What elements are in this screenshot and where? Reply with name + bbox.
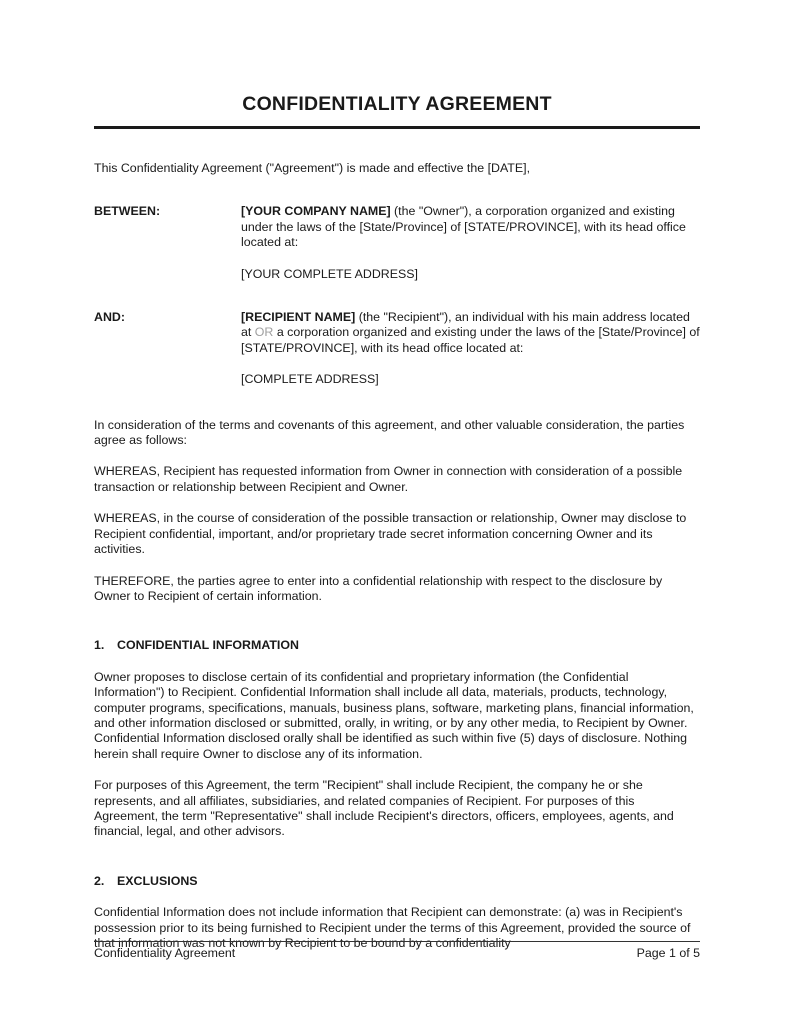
whereas-paragraph-2: WHEREAS, in the course of consideration of the possible transaction or relationship, Owner may disclose to Recipient confidential, important, and/or proprietary trade secret information concerning Owner and its activities. — [94, 511, 687, 557]
party-between — [94, 204, 700, 282]
footer-page-number: Page 1 of 5 — [636, 946, 700, 960]
section-2-title: EXCLUSIONS — [117, 873, 198, 888]
and-body — [241, 310, 700, 388]
section-1-number: 1. — [94, 638, 105, 653]
document-title: CONFIDENTIALITY AGREEMENT — [242, 93, 552, 115]
between-paragraph — [241, 204, 700, 250]
whereas-paragraph-1: WHEREAS, Recipient has requested information from Owner in connection with consideration of a possible transaction or relationship between Recipient and Owner. — [94, 464, 683, 494]
intro-paragraph: This Confidentiality Agreement ("Agreement") is made and effective the [DATE], — [94, 161, 531, 175]
between-body — [241, 204, 700, 282]
and-label: AND: — [94, 310, 125, 325]
section-2-heading — [94, 874, 700, 889]
owner-description: (the "Owner"), a corporation organized and existing under the laws of the [State/Province] of [STATE/PROVINCE], with its head office located at: — [241, 204, 686, 250]
owner-name: [YOUR COMPANY NAME] — [241, 204, 391, 219]
or-placeholder: OR — [254, 325, 274, 340]
title-rule — [94, 126, 700, 129]
section-1-title: CONFIDENTIAL INFORMATION — [117, 638, 299, 653]
therefore-paragraph: THEREFORE, the parties agree to enter into a confidential relationship with respect to the disclosure by Owner to Recipient of certain information. — [94, 573, 663, 603]
recipient-description-b: a corporation organized and existing under the laws of the [State/Province] of [STATE/PROVINCE], with its head office located at: — [241, 325, 700, 355]
recipient-description-a: (the "Recipient"), an individual with his main address located at — [241, 310, 690, 340]
consideration-paragraph: In consideration of the terms and covenants of this agreement, and other valuable consideration, the parties agree as follows: — [94, 417, 685, 448]
between-label: BETWEEN: — [94, 204, 161, 219]
owner-address: [YOUR COMPLETE ADDRESS] — [241, 266, 418, 281]
and-paragraph — [241, 310, 700, 356]
section-1-heading — [94, 638, 700, 653]
section-1-paragraph-1: Owner proposes to disclose certain of its confidential and proprietary information (the Confidential Information") to Recipient. Confidential Information shall include all data, materials, products, technology, computer programs, specifications, manuals, business plans, software, marketing plans, financial information, and other information disclosed or submitted, orally, in writing, or by any other media, to Recipient by Owner. Confidential Information disclosed orally shall be identified as such within five (5) days of disclosure. Nothing herein shall require Owner to disclose any of its information. — [94, 669, 694, 761]
footer-rule — [94, 941, 700, 942]
footer-document-name: Confidentiality Agreement — [94, 946, 236, 960]
section-1-paragraph-2: For purposes of this Agreement, the term "Recipient" shall include Recipient, the company he or she represents, and all affiliates, subsidiaries, and related companies of Recipient. For purposes of this Agreement, the term "Representative" shall include Recipient's directors, officers, employees, agents, and financial, legal, and other advisors. — [94, 778, 674, 839]
section-2-number: 2. — [94, 873, 105, 888]
party-and — [94, 310, 700, 388]
recipient-address: [COMPLETE ADDRESS] — [241, 372, 379, 387]
recipient-name: [RECIPIENT NAME] — [241, 310, 356, 325]
section-2-paragraph-1: Confidential Information does not include information that Recipient can demonstrate: (a) was in Recipient's possession prior to its being furnished to Recipient under the terms of this Agreement, provided the source of that information was not known by Recipient to be bound by a confidentiality — [94, 905, 691, 950]
document-body — [94, 161, 700, 967]
